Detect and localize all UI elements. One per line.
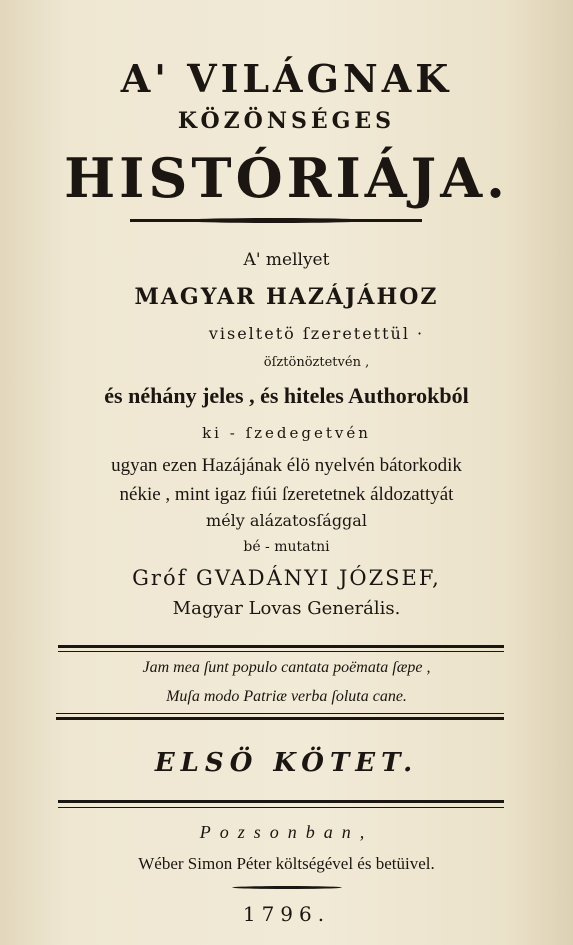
imprint-place: Pozsonban, (199, 822, 374, 842)
motto-bottom-rule-thin (56, 713, 504, 714)
title-divider-swell (180, 218, 370, 223)
imprint-year: 1796. (242, 902, 331, 926)
imprint-printer: Wéber Simon Péter költségével és betüivel. (138, 854, 435, 873)
motto-bottom-rule (56, 717, 504, 720)
title-line-1: A' VILÁGNAK (120, 56, 453, 101)
dedication-line-9: mély alázatosſággal (206, 511, 367, 530)
author-title: Magyar Lovas Generális. (172, 598, 401, 619)
dedication-line-1: A' mellyet (243, 250, 330, 270)
volume-rule (58, 800, 504, 803)
title-line-2: KÖZÖNSÉGES (177, 108, 396, 134)
motto-top-rule (58, 645, 504, 648)
author-name: Gróf GVADÁNYI JÓZSEF, (132, 566, 441, 590)
imprint-divider (232, 886, 342, 889)
dedication-line-8: nékie , mint igaz fiúi ſzeretetnek áldozattyát (119, 484, 454, 505)
dedication-line-6: ki - ſzedegetvén (202, 424, 371, 442)
volume-label: ELSÖ KÖTET. (154, 748, 419, 778)
motto-top-rule-thin (58, 651, 504, 652)
volume-rule-thin (58, 807, 504, 808)
dedication-line-7: ugyan ezen Hazájának élö nyelvén bátorkodik (111, 455, 462, 476)
motto-line-1: Jam mea ſunt populo cantata poëmata ſæpe , (142, 659, 431, 676)
dedication-line-2: MAGYAR HAZÁJÁHOZ (134, 284, 439, 310)
dedication-line-5: és néhány jeles , és hiteles Authorokból (104, 383, 469, 408)
title-line-3: HISTÓRIÁJA. (64, 146, 509, 210)
motto-line-2: Muſa modo Patriæ verba ſoluta cane. (166, 688, 407, 705)
dedication-line-3: viseltetö ſzeretettül · (208, 324, 425, 343)
dedication-line-10: bé - mutatni (243, 539, 330, 555)
dedication-line-4: öſztönöztetvén , (263, 355, 370, 370)
